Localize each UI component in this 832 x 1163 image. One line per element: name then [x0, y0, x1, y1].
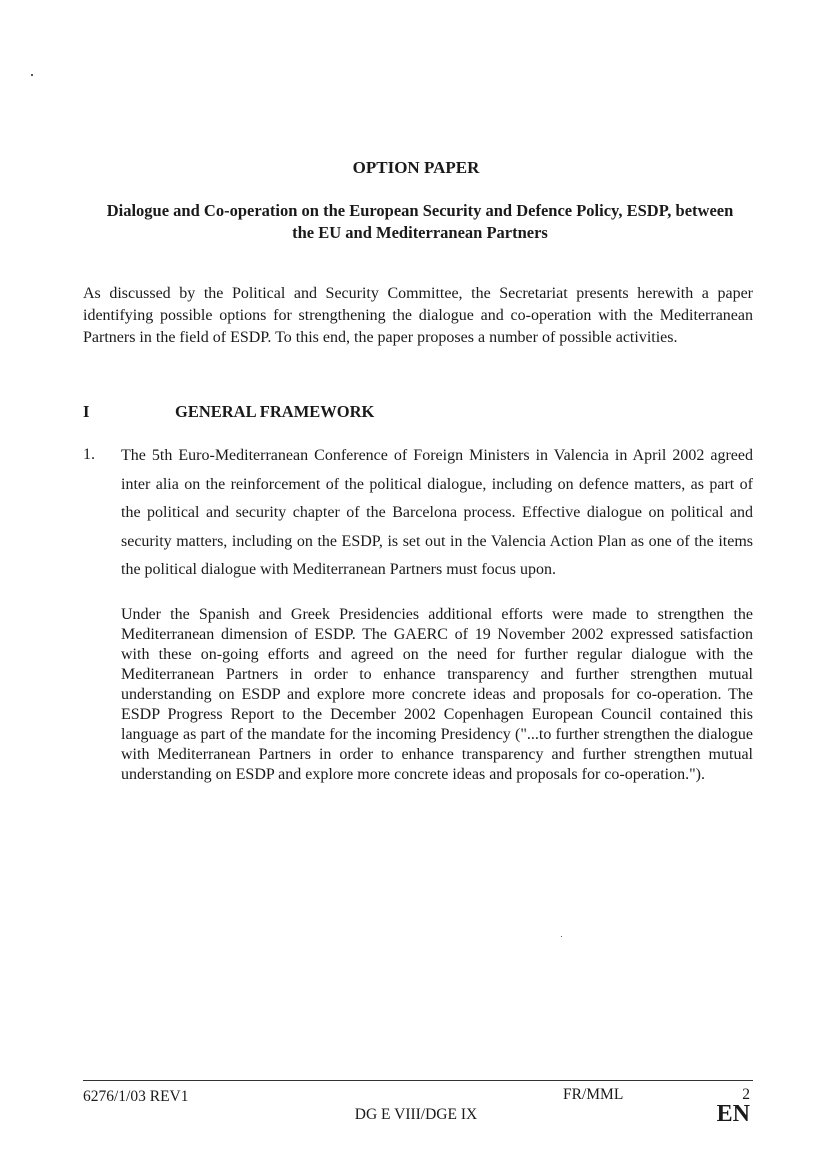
item-paragraph: The 5th Euro-Mediterranean Conference of Foreign Ministers in Valencia in April 2002 agreed inter alia on the reinforcement of the political dialogue, including on defence matters, as part of the political and security chapter of the Barcelona process. Effective dialogue on political and security matters, including on the ESDP, is set out in the Valencia Action Plan as one of the items the political dialogue with Mediterranean Partners must focus upon.: [121, 447, 753, 578]
document-subtitle: Dialogue and Co-operation on the European Security and Defence Policy, ESDP, between the EU and Mediterranean Partners: [106, 201, 734, 242]
author-initials: FR/MML: [563, 1086, 624, 1103]
section-title: GENERAL FRAMEWORK: [175, 402, 375, 421]
intro-paragraph: As discussed by the Political and Security Committee, the Secretariat presents herewith a paper identifying possible options for strengthening the dialogue and co-operation with the Mediterranean Partners in the field of ESDP. To this end, the paper proposes a number of possible activities.: [83, 285, 753, 346]
document-title: OPTION PAPER: [352, 158, 480, 177]
body-paragraph: Under the Spanish and Greek Presidencies additional efforts were made to strengthen the Mediterranean dimension of ESDP. The GAERC of 19 November 2002 expressed satisfaction with these on-going efforts and agreed on the need for further regular dialogue with the Mediterranean Partners in order to enhance transparency and further strengthen mutual understanding on ESDP and explore more concrete ideas and proposals for co-operation. The ESDP Progress Report to the December 2002 Copenhagen European Council contained this language as part of the mandate for the incoming Presidency ("...to further strengthen the dialogue with Mediterranean Partners in order to enhance transparency and further strengthen mutual understanding on ESDP and explore more concrete ideas and proposals for co-operation.").: [121, 606, 753, 783]
section-number: I: [83, 402, 90, 421]
document-reference: 6276/1/03 REV1: [83, 1088, 189, 1105]
page-number: 2: [742, 1086, 750, 1103]
scan-speck: [561, 936, 562, 937]
directorate: DG E VIII/DGE IX: [354, 1106, 478, 1123]
scan-speck: [31, 74, 33, 76]
item-number: 1.: [83, 446, 95, 463]
language-code: EN: [716, 1101, 750, 1127]
footer-divider: [83, 1080, 753, 1081]
